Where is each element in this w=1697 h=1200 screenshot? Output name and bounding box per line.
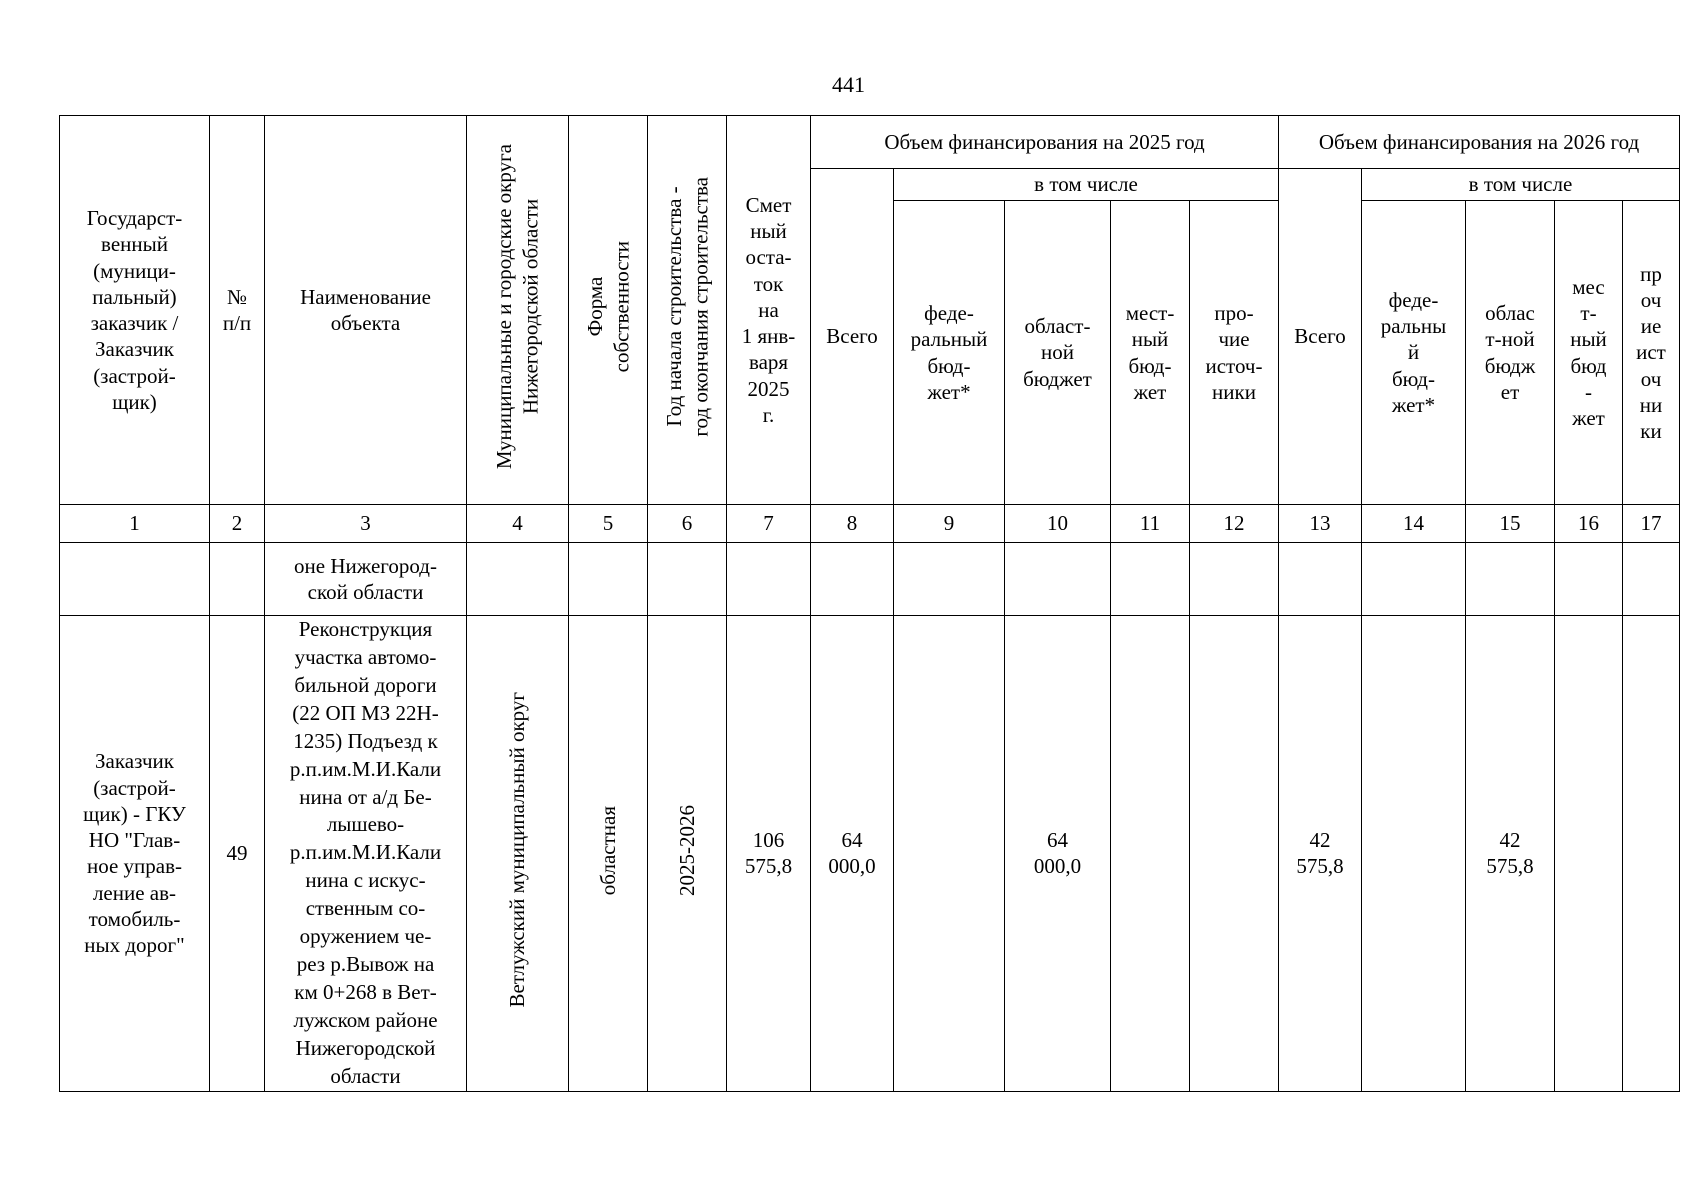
empty-cell <box>210 543 265 616</box>
object-name: Реконструкция участка автомо- бильной дороги (22 ОП МЗ 22Н- 1235) Подъезд к р.п.им.М.И.Кали нина от а/д Бе- лышево- р.п.им.М.И.Кали нина с искус- ственным со- оружением че- рез р.Вывож на км 0+268 в Вет- лужском районе Нижегородской области <box>265 616 467 1092</box>
column-number: 15 <box>1466 505 1555 543</box>
empty-cell <box>1362 543 1466 616</box>
header-local-2025: мест- ный бюд- жет <box>1111 201 1190 505</box>
header-ownership: Форма собственности <box>582 241 633 373</box>
header-districts-cell <box>467 116 569 505</box>
object-regional-2026: 42 575,8 <box>1466 616 1555 1092</box>
object-years: 2025-2026 <box>674 804 699 896</box>
header-local-2026: мес т- ный бюд - жет <box>1555 201 1623 505</box>
object-remainder: 106 575,8 <box>727 616 811 1092</box>
header-other-2025: про- чие источ- ники <box>1190 201 1279 505</box>
header-customer: Государст- венный (муници- пальный) заказчик / Заказчик (застрой- щик) <box>60 116 210 505</box>
object-ownership-cell <box>569 616 648 1092</box>
object-local-2025 <box>1111 616 1190 1092</box>
header-other-2026: пр оч ие ист оч ни ки <box>1623 201 1680 505</box>
empty-cell <box>60 543 210 616</box>
column-number: 17 <box>1623 505 1680 543</box>
column-number-row <box>60 505 1680 543</box>
column-number: 9 <box>894 505 1005 543</box>
object-number: 49 <box>210 616 265 1092</box>
object-regional-2025: 64 000,0 <box>1005 616 1111 1092</box>
header-federal-2026: феде- ральны й бюд- жет* <box>1362 201 1466 505</box>
empty-cell <box>1005 543 1111 616</box>
header-number: № п/п <box>210 116 265 505</box>
header-years-cell <box>648 116 727 505</box>
empty-cell <box>1466 543 1555 616</box>
header-total-2026: Всего <box>1279 169 1362 505</box>
object-row <box>60 616 1680 1092</box>
page-number: 441 <box>832 72 865 97</box>
empty-cell <box>811 543 894 616</box>
column-number: 16 <box>1555 505 1623 543</box>
column-number: 5 <box>569 505 648 543</box>
column-number: 3 <box>265 505 467 543</box>
object-district: Ветлужский муниципальный округ <box>505 692 530 1008</box>
empty-cell <box>894 543 1005 616</box>
empty-cell <box>1555 543 1623 616</box>
column-number: 6 <box>648 505 727 543</box>
column-number: 8 <box>811 505 894 543</box>
empty-cell <box>727 543 811 616</box>
column-number: 2 <box>210 505 265 543</box>
column-number: 14 <box>1362 505 1466 543</box>
empty-cell <box>467 543 569 616</box>
object-customer: Заказчик (застрой- щик) - ГКУ НО "Глав- ное управ- ление ав- томобиль- ных дорог" <box>60 616 210 1092</box>
header-including-2026: в том числе <box>1362 169 1680 201</box>
header-total-2025: Всего <box>811 169 894 505</box>
column-number: 7 <box>727 505 811 543</box>
header-including-2025: в том числе <box>894 169 1279 201</box>
object-total-2026: 42 575,8 <box>1279 616 1362 1092</box>
continuation-object-name: оне Нижегород- ской области <box>265 543 467 616</box>
object-total-2025: 64 000,0 <box>811 616 894 1092</box>
object-years-cell <box>648 616 727 1092</box>
continuation-row <box>60 543 1680 616</box>
object-federal-2025 <box>894 616 1005 1092</box>
header-financing-2026: Объем финансирования на 2026 год <box>1279 116 1680 169</box>
header-federal-2025: феде- ральный бюд- жет* <box>894 201 1005 505</box>
empty-cell <box>1111 543 1190 616</box>
financing-table <box>59 115 1680 1092</box>
column-number: 1 <box>60 505 210 543</box>
empty-cell <box>1623 543 1680 616</box>
object-other-2026 <box>1623 616 1680 1092</box>
object-other-2025 <box>1190 616 1279 1092</box>
column-number: 10 <box>1005 505 1111 543</box>
header-remainder: Смет ный оста- ток на 1 янв- варя 2025 г. <box>727 116 811 505</box>
header-object-name: Наименование объекта <box>265 116 467 505</box>
header-ownership-cell <box>569 116 648 505</box>
object-local-2026 <box>1555 616 1623 1092</box>
empty-cell <box>1279 543 1362 616</box>
header-regional-2025: област- ной бюджет <box>1005 201 1111 505</box>
empty-cell <box>1190 543 1279 616</box>
column-number: 4 <box>467 505 569 543</box>
object-ownership: областная <box>595 805 620 895</box>
empty-cell <box>648 543 727 616</box>
column-number: 11 <box>1111 505 1190 543</box>
object-district-cell <box>467 616 569 1092</box>
column-number: 12 <box>1190 505 1279 543</box>
header-years: Год начала строительства - год окончания строительства <box>661 177 712 437</box>
column-number: 13 <box>1279 505 1362 543</box>
object-federal-2026 <box>1362 616 1466 1092</box>
header-regional-2026: облас т-ной бюдж ет <box>1466 201 1555 505</box>
empty-cell <box>569 543 648 616</box>
header-financing-2025: Объем финансирования на 2025 год <box>811 116 1279 169</box>
header-districts: Муниципальные и городские округа Нижегородской области <box>492 144 543 470</box>
